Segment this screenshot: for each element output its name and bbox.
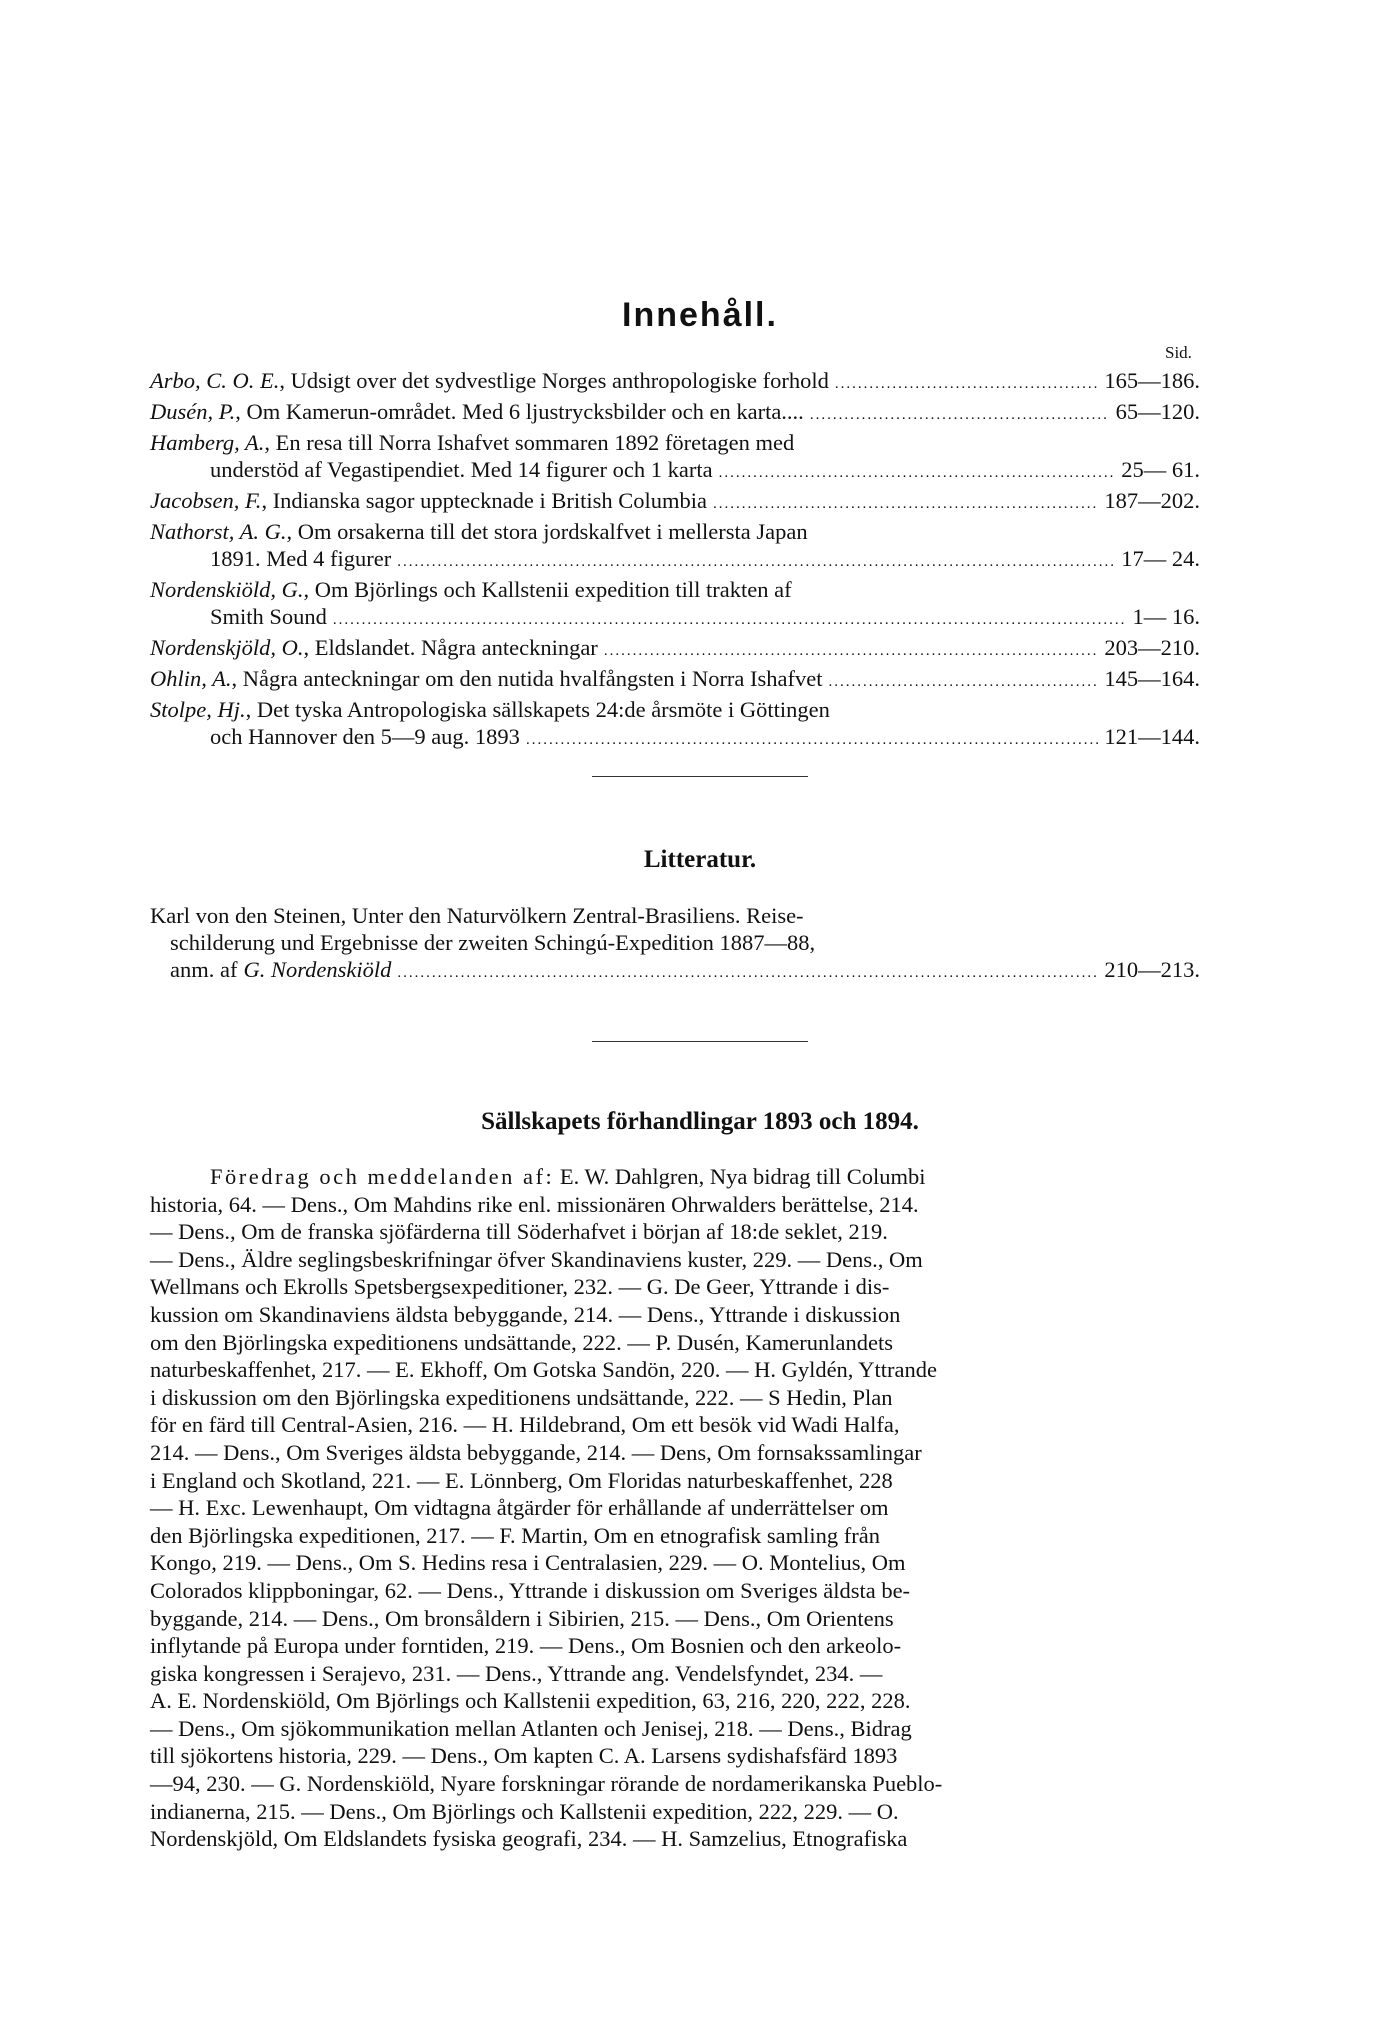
leader-dots	[333, 603, 1127, 634]
proceedings-line: Wellmans och Ekrolls Spetsbergsexpeditioner, 232. — G. De Geer, Yttrande i dis-	[150, 1274, 890, 1300]
proceedings-line: för en färd till Central-Asien, 216. — H. Hildebrand, Om ett besök vid Wadi Halfa,	[150, 1412, 900, 1438]
entry-author: Ohlin, A.	[150, 666, 232, 691]
proceedings-lead: Föredrag och meddelanden af:	[210, 1164, 555, 1189]
entry-title-text: och Hannover den 5—9 aug. 1893	[210, 724, 520, 749]
contents-list	[150, 367, 1200, 754]
leader-dots	[835, 367, 1098, 398]
proceedings-line: i diskussion om den Björlingska expeditionens undsättande, 222. — S Hedin, Plan	[150, 1384, 893, 1410]
entry-author: Nordenskiöld, G.	[150, 577, 304, 602]
proceedings-line: naturbeskaffenhet, 217. — E. Ekhoff, Om Gotska Sandön, 220. — H. Gyldén, Yttrande	[150, 1357, 937, 1383]
entry-title-text: , Indianska sagor upptecknade i British Columbia	[261, 488, 707, 513]
proceedings-line: inflytande på Europa under forntiden, 219. — Dens., Om Bosnien och den arkeolo-	[150, 1633, 902, 1659]
contents-entry	[150, 518, 1200, 576]
proceedings-line: Colorados klippboningar, 62. — Dens., Yttrande i diskussion om Sveriges äldsta be-	[150, 1577, 911, 1603]
contents-entry	[150, 576, 1200, 634]
literature-reviewer: G. Nordenskiöld	[243, 957, 392, 982]
entry-author: Arbo, C. O. E.	[150, 368, 280, 393]
entry-title-text: , Om Björlings och Kallstenii expedition till trakten af	[303, 577, 792, 602]
entry-pages: 121—144.	[1104, 724, 1200, 749]
proceedings-line: 214. — Dens., Om Sveriges äldsta bebyggande, 214. — Dens, Om fornsakssamlingar	[150, 1439, 922, 1465]
entry-pages: 17— 24.	[1121, 546, 1200, 571]
proceedings-title: Sällskapets förhandlingar 1893 och 1894.	[481, 1108, 919, 1135]
proceedings-line: kussion om Skandinaviens äldsta bebyggande, 214. — Dens., Yttrande i diskussion	[150, 1301, 901, 1327]
proceedings-line-text: E. W. Dahlgren, Nya bidrag till Columbi	[554, 1164, 926, 1189]
proceedings-line: Kongo, 219. — Dens., Om S. Hedins resa i Centralasien, 229. — O. Montelius, Om	[150, 1550, 906, 1576]
entry-pages: 187—202.	[1104, 488, 1200, 513]
entry-title-text: understöd af Vegastipendiet. Med 14 figurer och 1 karta	[210, 457, 713, 482]
entry-author: Hamberg, A.	[150, 430, 265, 455]
proceedings-line: till sjökortens historia, 229. — Dens., Om kapten C. A. Larsens sydishafsfärd 1893	[150, 1743, 898, 1769]
entry-author: Stolpe, Hj.	[150, 697, 246, 722]
entry-author: Nordenskjöld, O.	[150, 635, 304, 660]
entry-title-text: Smith Sound	[210, 604, 327, 629]
leader-dots	[397, 956, 1098, 987]
contents-entry	[150, 487, 1200, 518]
entry-pages: 145—164.	[1104, 666, 1200, 691]
entry-title-text: 1891. Med 4 figurer	[210, 546, 392, 571]
leader-dots	[829, 665, 1099, 696]
entry-title-text: , Det tyska Antropologiska sällskapets 24:de årsmöte i Göttingen	[245, 697, 830, 722]
divider-rule	[592, 776, 808, 777]
proceedings-line: Nordenskjöld, Om Eldslandets fysiska geografi, 234. — H. Samzelius, Etnografiska	[150, 1826, 908, 1852]
literature-line-2: schilderung und Ergebnisse der zweiten Schingú-Expedition 1887—88,	[170, 930, 816, 955]
contents-entry	[150, 398, 1200, 429]
entry-pages: 1— 16.	[1132, 604, 1200, 629]
contents-entry	[150, 367, 1200, 398]
proceedings-line: — Dens., Äldre seglingsbeskrifningar öfver Skandinaviens kuster, 229. — Dens., Om	[150, 1246, 923, 1272]
entry-pages: 203—210.	[1104, 635, 1200, 660]
contents-title: Innehåll.	[622, 296, 778, 334]
entry-author: Nathorst, A. G.	[150, 519, 287, 544]
contents-entry	[150, 665, 1200, 696]
literature-title: Litteratur.	[643, 846, 757, 873]
proceedings-line: —94, 230. — G. Nordenskiöld, Nyare forskningar rörande de nordamerikanska Pueblo-	[150, 1771, 943, 1797]
literature-line-1: Karl von den Steinen, Unter den Naturvölkern Zentral-Brasiliens. Reise-	[150, 903, 804, 928]
proceedings-line: A. E. Nordenskiöld, Om Björlings och Kallstenii expedition, 63, 216, 220, 222, 228.	[150, 1688, 911, 1714]
entry-author: Dusén, P.	[150, 399, 236, 424]
leader-dots	[810, 398, 1110, 429]
literature-entry	[150, 902, 1200, 987]
page-column-label: Sid.	[1165, 343, 1192, 362]
entry-title-text: , Eldslandet. Några anteckningar	[303, 635, 598, 660]
proceedings-text	[150, 1163, 1200, 1853]
proceedings-line: byggande, 214. — Dens., Om bronsåldern i Sibirien, 215. — Dens., Om Orientens	[150, 1605, 894, 1631]
entry-pages: 165—186.	[1104, 368, 1200, 393]
contents-entry	[150, 634, 1200, 665]
proceedings-line: giska kongressen i Serajevo, 231. — Dens., Yttrande ang. Vendelsfyndet, 234. —	[150, 1660, 883, 1686]
entry-author: Jacobsen, F.	[150, 488, 262, 513]
proceedings-line: — Dens., Om de franska sjöfärderna till Söderhafvet i början af 18:de seklet, 219.	[150, 1219, 888, 1245]
leader-dots	[526, 723, 1098, 754]
proceedings-line: i England och Skotland, 221. — E. Lönnberg, Om Floridas naturbeskaffenhet, 228	[150, 1467, 893, 1493]
entry-title-text: , Om orsakerna till det stora jordskalfvet i mellersta Japan	[286, 519, 808, 544]
entry-pages: 25— 61.	[1121, 457, 1200, 482]
entry-title-text: , Udsigt over det sydvestlige Norges anthropologiske forhold	[279, 368, 829, 393]
entry-title-text: , Om Kamerun-området. Med 6 ljustrycksbilder och en karta....	[235, 399, 804, 424]
proceedings-line: — H. Exc. Lewenhaupt, Om vidtagna åtgärder för erhållande af underrättelser om	[150, 1495, 889, 1521]
proceedings-line: den Björlingska expeditionen, 217. — F. Martin, Om en etnografisk samling från	[150, 1522, 880, 1548]
proceedings-line: indianerna, 215. — Dens., Om Björlings och Kallstenii expedition, 222, 229. — O.	[150, 1798, 899, 1824]
proceedings-line: om den Björlingska expeditionens undsättande, 222. — P. Dusén, Kamerunlandets	[150, 1329, 894, 1355]
entry-title-text: , En resa till Norra Ishafvet sommaren 1892 företagen med	[264, 430, 795, 455]
entry-pages: 65—120.	[1115, 399, 1200, 424]
literature-pages: 210—213.	[1104, 957, 1200, 982]
literature-line-3-prefix: anm. af	[170, 957, 238, 982]
proceedings-line: — Dens., Om sjökommunikation mellan Atlanten och Jenisej, 218. — Dens., Bidrag	[150, 1715, 912, 1741]
entry-title-text: , Några anteckningar om den nutida hvalfångsten i Norra Ishafvet	[231, 666, 823, 691]
leader-dots	[604, 634, 1099, 665]
leader-dots	[719, 456, 1116, 487]
leader-dots	[397, 545, 1115, 576]
proceedings-line: historia, 64. — Dens., Om Mahdins rike enl. missionären Ohrwalders berättelse, 214.	[150, 1191, 919, 1217]
contents-entry	[150, 696, 1200, 754]
proceedings-line	[150, 1163, 1200, 1191]
contents-entry	[150, 429, 1200, 487]
leader-dots	[713, 487, 1098, 518]
divider-rule	[592, 1041, 808, 1042]
